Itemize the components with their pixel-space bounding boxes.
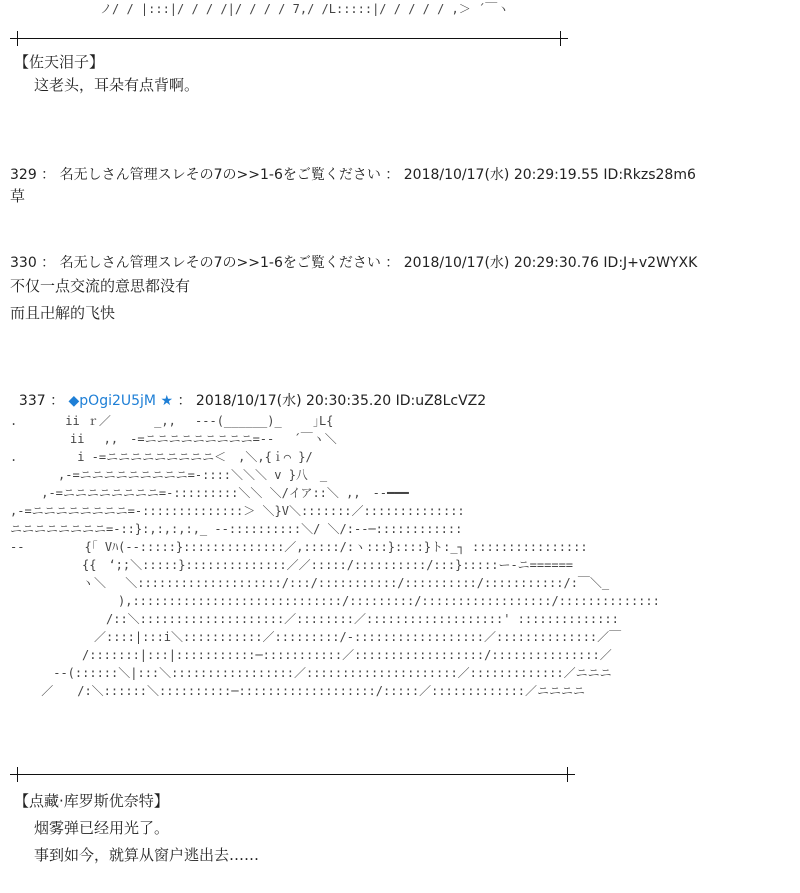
post-header-330: 330 ： 名无しさん管理スレその7の>>1-6をご覧ください ： 2018/10/17(水) 20:29:30.76 ID:J+v2WYXK (10, 255, 698, 271)
separator-bottom-tick-right (567, 767, 568, 782)
ascii-art: . ii ｒ／ _,, ---(______)_ ｣L{ ii ,, -=ニニニニニニニニニ=-- ´￣ヽ＼ . i -=ニニニニニニニニニ＜ ,＼,{ｉ⌒ }/ ,-=ニニニニニニニニニ=-::::＼＼＼ v }八 _ ,-=ニニニニニニニニ=-:::::::::＼＼ ＼/イア::＼ ,, --━━━ ,-=ニニニニニニニニ=-::::::::::::::＞ ＼}V＼:::::::／:::::::::::::: ニニニニニニニニ=-::}:,:,:,:,_ --::::::::::＼/ ＼/:--─:::::::::::: -- {「 Vﾊ(--:::::}::::::::::::::／,:::::/:ヽ:::}::::}ト:_┐ :::::::::::::::: {{ ‘;;＼:::::}::::::::::::::／／:::::/::::::::::/:::}:::::ー-ニ====== ヽ＼ ＼::::::::::::::::::::/:::/:::::::::::/::::::::::/:::::::::::/:￣＼_ ),:::::::::::::::::::::::::::::/:::::::::/::::::::::::::::::/:::::::::::::: /::＼::::::::::::::::::::／::::::::／:::::::::::::::::::' :::::::::::::: ／::::|:::i＼:::::::::::／:::::::::/-::::::::::::::::::／::::::::::::::／￣ /:::::::|:::|:::::::::::─:::::::::::／::::::::::::::::::/:::::::::::::::／ --(::::::＼|:::＼:::::::::::::::::／:::::::::::::::::::::／:::::::::::::／ニニニ ／ /:＼::::::＼::::::::::─:::::::::::::::::::/:::::／:::::::::::::／ニニニニ (10, 414, 660, 698)
separator-top-tick-right (560, 31, 561, 46)
separator-bottom (10, 774, 575, 775)
star-icon: ★ (156, 393, 174, 409)
post-body-330-line2: 而且卍解的飞快 (10, 304, 116, 322)
post-body-329: 草 (10, 187, 26, 205)
post-meta-337: ： 2018/10/17(水) 20:30:35.20 ID:uZ8LcVZ2 (173, 393, 487, 409)
post-header-337 (10, 371, 486, 411)
top-ascii-art: ノ/ / |:::|/ / / /|/ / / / 7,/ /L:::::|/ / / / / ,＞ ´￣ヽ (100, 2, 510, 16)
speaker-saten: 【佐天泪子】 (14, 53, 105, 71)
post-number-337: 337 ： (18, 393, 69, 409)
separator-bottom-tick-left (17, 767, 18, 782)
dialogue-tenzo-line1: 烟雾弹已经用光了。 (34, 819, 170, 837)
post-header-329: 329 ： 名无しさん管理スレその7の>>1-6をご覧ください ： 2018/10/17(水) 20:29:19.55 ID:Rkzs28m6 (10, 167, 696, 183)
post-body-330-line1: 不仅一点交流的意思都没有 (10, 277, 191, 295)
speaker-tenzo: 【点藏·库罗斯优奈特】 (14, 792, 169, 810)
dialogue-tenzo-line2: 事到如今，就算从窗户逃出去…… (34, 846, 260, 864)
separator-top-tick-left (17, 31, 18, 46)
dialogue-saten: 这老头，耳朵有点背啊。 (34, 76, 200, 94)
separator-top (10, 38, 568, 39)
trip-code-link[interactable]: ◆pOgi2U5jM (68, 393, 157, 409)
